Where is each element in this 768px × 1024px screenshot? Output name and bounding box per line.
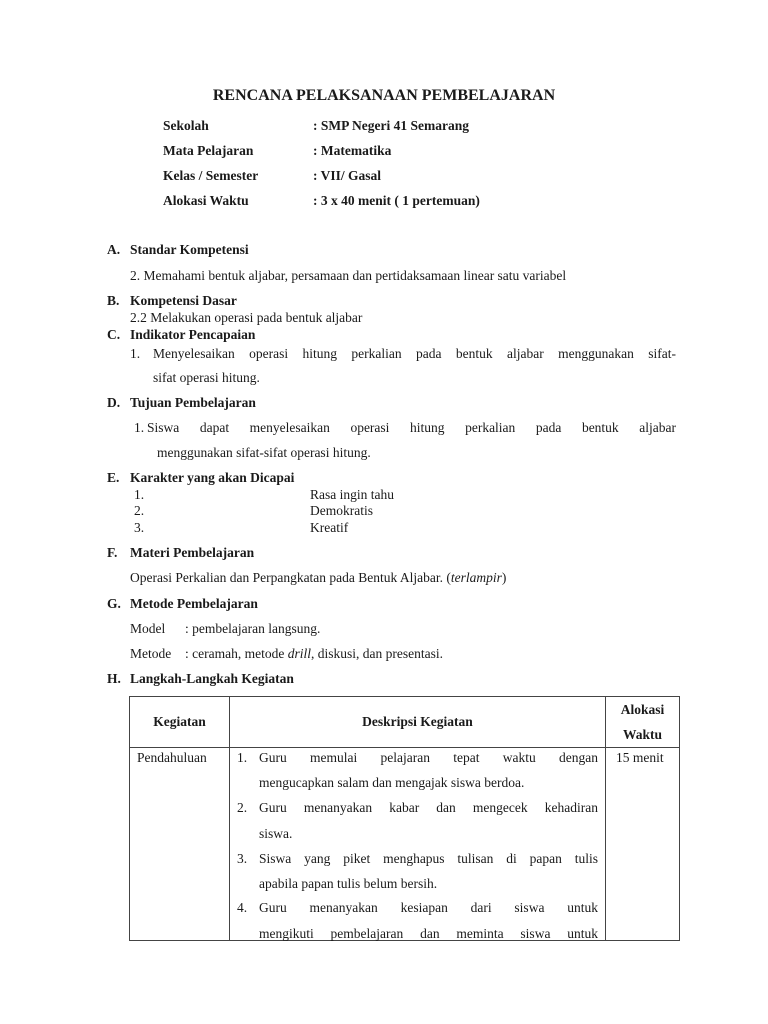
list-text: apabila papan tulis belum bersih. xyxy=(259,876,438,891)
list-text: siswa. xyxy=(259,826,293,841)
header-alokasi-line: Waktu xyxy=(622,727,663,742)
alokasi-text: 15 menit xyxy=(616,750,664,765)
section-text: 2. Memahami bentuk aljabar, persamaan dan pertidaksamaan linear satu variabel xyxy=(130,268,567,283)
text: ) xyxy=(501,570,507,585)
section-heading: Standar Kompetensi xyxy=(130,242,249,257)
header-deskripsi: Deskripsi Kegiatan xyxy=(230,697,606,748)
list-text: Menyelesaikan operasi hitung perkalian pada bentuk aljabar menggunakan sifat- xyxy=(153,346,676,361)
model-value: : pembelajaran langsung. xyxy=(185,621,321,636)
list-number: 1. xyxy=(130,346,141,361)
section-letter: F. xyxy=(107,545,118,560)
kegiatan-text: Pendahuluan xyxy=(137,750,207,765)
table-row xyxy=(130,748,680,941)
cell-alokasi xyxy=(606,748,680,941)
list-number: 3. xyxy=(134,520,145,535)
list-number: 4. xyxy=(237,900,248,915)
section-letter: D. xyxy=(107,395,121,410)
text: Operasi Perkalian dan Perpangkatan pada Bentuk Aljabar. ( xyxy=(130,570,451,585)
page-title: RENCANA PELAKSANAAN PEMBELAJARAN xyxy=(212,87,556,104)
header-alokasi xyxy=(606,697,680,748)
model-label: Model xyxy=(130,621,166,636)
header-alokasi-line: Alokasi xyxy=(620,702,665,717)
list-number: 3. xyxy=(237,851,248,866)
info-value: : SMP Negeri 41 Semarang xyxy=(313,118,469,133)
info-label: Alokasi Waktu xyxy=(163,193,249,208)
list-number: 2. xyxy=(237,800,248,815)
section-heading: Indikator Pencapaian xyxy=(130,327,256,342)
text: , diskusi, dan presentasi. xyxy=(310,646,443,661)
section-heading: Materi Pembelajaran xyxy=(130,545,255,560)
section-letter: A. xyxy=(107,242,121,257)
list-number: 1. xyxy=(237,750,248,765)
list-text: Guru memulai pelajaran tepat waktu dengan xyxy=(259,750,598,765)
section-letter: E. xyxy=(107,470,120,485)
info-label: Sekolah xyxy=(163,118,209,133)
metode-label: Metode xyxy=(130,646,172,661)
section-letter: C. xyxy=(107,327,121,342)
italic-text: drill xyxy=(287,646,311,661)
list-text: Guru menanyakan kabar dan mengecek kehadiran xyxy=(259,800,598,815)
activity-table xyxy=(129,696,680,941)
list-text: Demokratis xyxy=(310,503,373,518)
section-heading: Kompetensi Dasar xyxy=(130,293,237,308)
info-label: Mata Pelajaran xyxy=(163,143,254,158)
section-text xyxy=(130,570,506,586)
list-number: 1. xyxy=(134,420,145,435)
cell-kegiatan xyxy=(130,748,230,941)
table-header-row xyxy=(130,697,680,748)
metode-value xyxy=(185,646,443,662)
info-label: Kelas / Semester xyxy=(163,168,259,183)
section-letter: B. xyxy=(107,293,120,308)
list-text: menggunakan sifat-sifat operasi hitung. xyxy=(157,445,371,460)
list-text: mengikuti pembelajaran dan meminta siswa untuk xyxy=(259,926,598,941)
list-number: 2. xyxy=(134,503,145,518)
section-letter: G. xyxy=(107,596,121,611)
list-text: Kreatif xyxy=(310,520,349,535)
text: : ceramah, metode xyxy=(185,646,288,661)
list-text: sifat operasi hitung. xyxy=(153,370,260,385)
cell-deskripsi xyxy=(230,748,606,941)
list-number: 1. xyxy=(134,487,145,502)
list-text: mengucapkan salam dan mengajak siswa berdoa. xyxy=(259,775,525,790)
list-text: Siswa yang piket menghapus tulisan di papan tulis xyxy=(259,851,598,866)
section-text: 2.2 Melakukan operasi pada bentuk aljabar xyxy=(130,310,363,325)
info-value: : 3 x 40 menit ( 1 pertemuan) xyxy=(313,193,480,208)
info-value: : VII/ Gasal xyxy=(313,168,382,183)
section-heading: Langkah-Langkah Kegiatan xyxy=(130,671,294,686)
list-text: Siswa dapat menyelesaikan operasi hitung perkalian pada bentuk aljabar xyxy=(147,420,676,435)
info-value: : Matematika xyxy=(313,143,392,158)
italic-text: terlampir xyxy=(450,570,502,585)
list-text: Rasa ingin tahu xyxy=(310,487,394,502)
section-heading: Tujuan Pembelajaran xyxy=(130,395,256,410)
section-letter: H. xyxy=(107,671,121,686)
list-text: Guru menanyakan kesiapan dari siswa untuk xyxy=(259,900,598,915)
section-heading: Metode Pembelajaran xyxy=(130,596,258,611)
header-kegiatan: Kegiatan xyxy=(130,697,230,748)
section-heading: Karakter yang akan Dicapai xyxy=(130,470,295,485)
